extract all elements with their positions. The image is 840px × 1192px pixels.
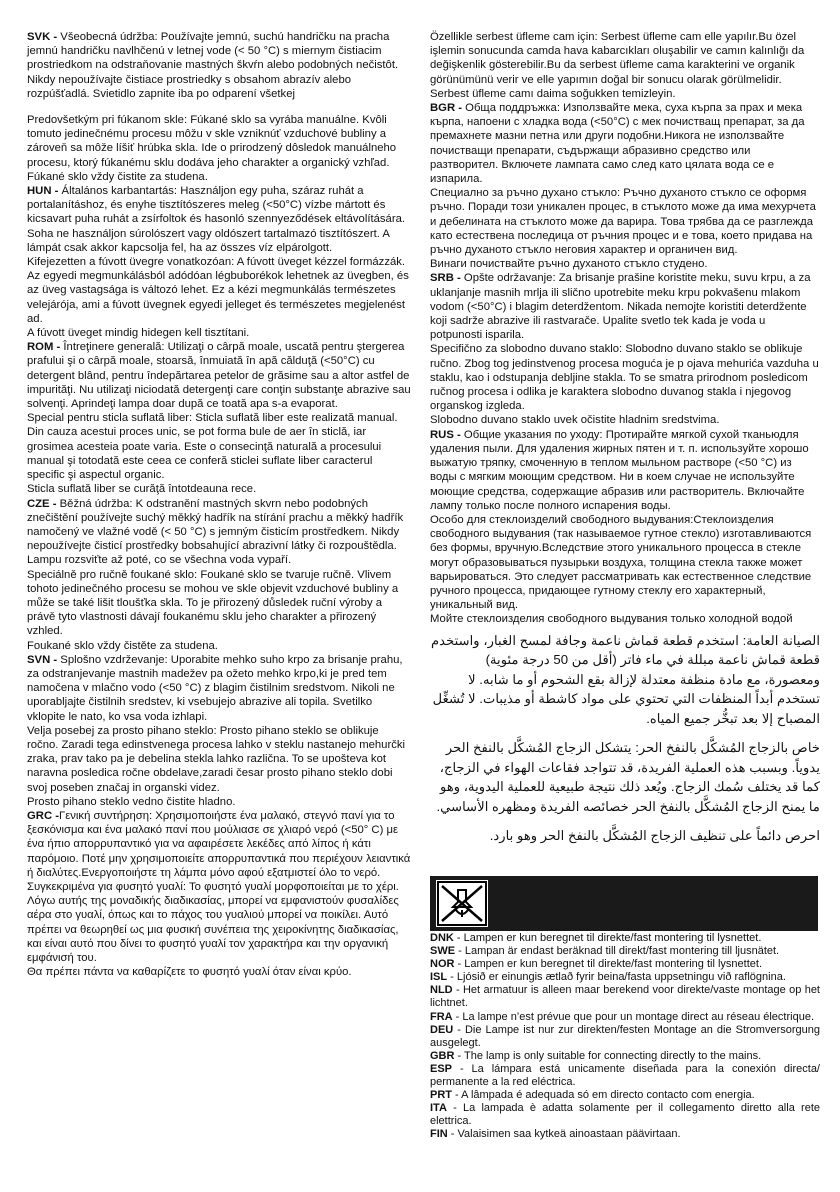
paragraph-text: Γενική συντήρηση: Χρησιμοποιήστε ένα μαλακό, στεγνό πανί για το ξεσκόνισμα και ένα μαλακό πανί που μούλιασε σε χλιαρό νερό (<50° C) με ένα ήπιο απορρυπαντικό για να αφαιρέσετε λεκέδες από λίπος ή κάτι παρόμοιο. Ποτέ μην χρησιμοποιείτε απορρυπαντικά που περιέχουν λειαντικά ή διαλύτες.Ενεργοποιήστε τη λάμπα μόνο αφού εξατμιστεί όλο το νερό. xyxy=(27,809,411,879)
lamp-note xyxy=(430,971,820,984)
paragraph-text: Sticla suflată liber se curăţă întotdeauna rece. xyxy=(27,483,257,496)
arabic-paragraph-general: الصيانة العامة: استخدم قطعة قماش ناعمة وجافة لمسح الغبار، واستخدم قطعة قماش ناعمة مبللة في ماء فاتر (أقل من 50 درجة مئوية) ومعصورة، مع مادة منظفة معتدلة لإزالة بقع الشحوم أو ما شابه. لا تستخدم أبداً المنظفات التي تحتوي على مواد كاشطة أو مذيبات. لا تُشغِّل المصباح إلا بعد تبخُّر جميع المياه. xyxy=(431,632,820,726)
paragraph-text: Běžná údržba: K odstranění mastných skvrn nebo podobných znečištění používejte suchý měkký hadřík na stírání prachu a měkký hadřík namočený ve vlažné vodě (< 50 °C) s jemným čisticím prostředkem. Nikdy nepoužívejte čisticí prostředky bobsahující abrazivní látky či rozpouštědla. Lampu rozsviťte až poté, co se všechna voda vypaří. xyxy=(27,497,404,567)
arabic-paragraph-blown-glass: خاص بالزجاج المُشكَّل بالنفخ الحر: يتشكل الزجاج المُشكَّل بالنفخ الحر يدوياً. وبسبب هذه العملية الفريدة، قد تتواجد فقاعات الهواء في الزجاج، كما قد يختلف سُمك الزجاج. ويُعد ذلك نتيجة طبيعية للعملية اليدوية، وهو ما يمنح الزجاج المُشكَّل بالنفخ الحر خصائصه الفريدة ومظهره الأساسي. xyxy=(436,740,820,814)
lamp-note xyxy=(430,1024,820,1050)
paragraph-text: Специално за ръчно духано стъкло: Ръчно духаното стъкло се оформя ръчно. Поради този уникален процес, в стъклото може да има мехурчета и дебелината на стъклото може да варира. Това трябва да се разглежда като естествена последица от ръчния процес и е това, което придава на ръчно духаното стъкло неговия характер и органичен вид. xyxy=(430,187,816,257)
lamp-note-text: - Lampan är endast beräknad till direkt/fast montering till ljusnätet. xyxy=(455,945,780,958)
lamp-note-text: - La lámpara está unicamente diseñada para la conexión directa/ permanente a la red eléctrica. xyxy=(430,1062,820,1089)
language-code: RUS - xyxy=(430,428,461,441)
paragraph xyxy=(27,880,411,965)
paragraph xyxy=(27,255,411,326)
language-code: ITA xyxy=(430,1102,447,1115)
paragraph xyxy=(430,612,820,626)
paragraph xyxy=(430,413,820,427)
lamp-note-text: - Die Lampe ist nur zur direkten/festen Montage an die Stromversorgung ausgelegt. xyxy=(430,1023,820,1049)
paragraph xyxy=(27,340,411,411)
language-code: ESP xyxy=(430,1062,453,1075)
lamp-note xyxy=(430,1089,820,1102)
paragraph xyxy=(430,30,820,87)
paragraph-text: Общие указания по уходу: Протирайте мягкой сухой тканьюдля удаления пыли. Для удаления жирных пятен и т. п. используйте хорошо выжатую тряпку, смоченную в теплом мыльном растворе (<50 °C) из воды с мягким моющим средством. Ни в коем случае не используйте моющие средства, содержащие абразив или растворитель. Включайте лампу только после полного испарения воды. xyxy=(430,428,809,512)
paragraph xyxy=(27,482,411,496)
language-code: PRT xyxy=(430,1089,452,1102)
lamp-note-text: - Valaisimen saa kytkeä ainoastaan päävirtaan. xyxy=(447,1128,681,1141)
paragraph-text: Velja posebej za prosto pihano steklo: Prosto pihano steklo se oblikuje ročno. Zaradi tega edinstvenega procesa lahko v steklu nastanejo mehurčki zraka, prav tako pa je debelina stekla lahko različna. To se upošteva kot naravna posledica ročne obdelave,zaradi česar prosto pihano steklo dobi svoj poseben značaj in organski videz. xyxy=(27,724,406,794)
lamp-note-text: - The lamp is only suitable for connecting directly to the mains. xyxy=(454,1049,762,1062)
lamp-note-text: - Lampen er kun beregnet til direkte/fast montering til lysnettet. xyxy=(453,932,762,944)
paragraph-text: Fúkané sklo vždy čistite za studena. xyxy=(27,170,208,183)
lamp-note xyxy=(430,1063,820,1089)
right-paragraphs xyxy=(430,30,820,627)
paragraph-text: Особо для стеклоизделий свободного выдувания:Стеклоизделия свободного выдувания (так называемое гутное стекло) изготавливаются без формы, вручную.Вследствие этого уникального процесса в стекле могут образовываться пузырьки воздуха, толщина стекла также может варьироваться. Это следует рассматривать как естественное следствие ручного процесса, придающее гутному стеклу его характерный, уникальный вид. xyxy=(430,513,812,612)
paragraph xyxy=(430,513,820,612)
language-code: FIN xyxy=(430,1128,448,1141)
paragraph xyxy=(27,965,411,979)
paragraph xyxy=(27,795,411,809)
lamp-note xyxy=(430,1128,820,1141)
paragraph xyxy=(430,428,820,513)
lamp-note xyxy=(430,945,820,958)
paragraph-text: Slobodno duvano staklo uvek očistite hladnim sredstvima. xyxy=(430,414,720,427)
paragraph xyxy=(27,113,411,170)
paragraph-text: Prosto pihano steklo vedno čistite hladno. xyxy=(27,795,236,808)
paragraph-text: Specifično za slobodno duvano staklo: Slobodno duvano staklo se oblikuje ručno. Zbog tog jedinstvenog procesa moguća je p ojava mehurića vazduha u staklu, kao i odstupanja debljine stakla. To se smatra prirodnom posledicom ručnog procesa i odlika je karaktera slobodno duvanog stakla i njegovog organskog izgleda. xyxy=(430,343,819,413)
paragraph-text: Splošno vzdrževanje: Uporabite mehko suho krpo za brisanje prahu, za odstranjevanje mastnih madežev pa ožeto mehko krpo,ki je pred tem namočena v mlačno vodo (<50 °C) z blagim čistilnim sredstvom. Nikoli ne uporabljajte čistilnih sredstev, ki vsebujejo abrazive ali topila. Svetilko vklopite le nato, ko vsa voda izhlapi. xyxy=(27,653,403,723)
right-column xyxy=(430,30,820,846)
paragraph xyxy=(27,568,411,639)
language-code: SVN - xyxy=(27,653,58,666)
warning-banner xyxy=(430,876,818,931)
language-code: HUN - xyxy=(27,185,59,198)
no-dimmer-prohibition-icon xyxy=(436,880,488,927)
lamp-note xyxy=(430,958,820,971)
lamp-connection-notes xyxy=(430,932,820,1142)
lamp-note xyxy=(430,1011,820,1024)
paragraph-text: Foukané sklo vždy čistěte za studena. xyxy=(27,639,218,652)
paragraph-text: Kifejezetten a fúvott üvegre vonatkozóan: A fúvott üveget kézzel formázzák. Az egyedi megmunkálásból adódóan légbuborékok lehetnek az üvegben, és az üveg vastagsága is változó lehet. Ez a kézi megmunkálás természetes velejárója, ami a fúvott üvegnek egyedi jelleget és természetes megjelenést ad. xyxy=(27,256,409,325)
paragraph-text: A fúvott üveget mindig hidegen kell tisztítani. xyxy=(27,327,250,340)
language-code: NLD xyxy=(430,984,453,997)
left-column xyxy=(27,30,411,979)
lamp-note-text: - Ljósið er einungis ætlað fyrir beina/fasta uppsetningu við raflögnina. xyxy=(447,971,786,984)
language-code: DEU xyxy=(430,1023,454,1036)
paragraph-text: Винаги почиствайте ръчно духаното стъкло студено. xyxy=(430,258,708,271)
paragraph xyxy=(430,342,820,413)
lamp-note-text: - A lâmpada é adequada só em directo contacto com energia. xyxy=(452,1089,755,1102)
lamp-note-text: - Lampen er kun beregnet til direkte/fast montering til lysnettet. xyxy=(454,958,762,971)
lamp-note xyxy=(430,984,820,1010)
paragraph-text: Θα πρέπει πάντα να καθαρίζετε το φυσητό γυαλί όταν είναι κρύο. xyxy=(27,966,352,979)
paragraph xyxy=(27,411,411,482)
paragraph xyxy=(27,326,411,340)
paragraph-text: Мойте стеклоизделия свободного выдувания только холодной водой xyxy=(430,613,793,626)
paragraph xyxy=(27,30,411,101)
lamp-note-text: - La lampada è adatta solamente per il collegamento diretto alla rete elettrica. xyxy=(430,1102,820,1128)
arabic-paragraph-cold-clean: احرص دائماً على تنظيف الزجاج المُشكَّل بالنفخ الحر وهو بارد. xyxy=(489,828,820,844)
arabic-section xyxy=(430,631,820,846)
lamp-note-text: - La lampe n’est prévue que pour un montage direct au réseau électrique. xyxy=(452,1010,814,1023)
paragraph xyxy=(430,257,820,271)
paragraph-text: Serbest üfleme camı daima soğukken temizleyin. xyxy=(430,87,676,100)
paragraph-text: Συγκεκριμένα για φυσητό γυαλί: Το φυσητό γυαλί μορφοποιείται με το χέρι. Λόγω αυτής της μοναδικής διαδικασίας, μπορεί να εμφανιστούν φυσαλίδες αέρα στο γυαλί, όπως και το πάχος του γυαλιού μπορεί να ποικίλει. Αυτό πρέπει να θεωρηθεί ως μια φυσική συνέπεια της χειροκίνητης διαδικασίας, και είναι αυτό που δίνει το φυσητό γυαλί τον χαρακτήρα και την οργανική εμφάνισή του. xyxy=(27,880,399,964)
language-code: FRA xyxy=(430,1010,453,1023)
paragraph xyxy=(27,724,411,795)
lamp-note xyxy=(430,1050,820,1063)
paragraph-text: Обща поддръжка: Използвайте мека, суха кърпа за прах и мека кърпа, напоени с хладка вода (<50°C) с мек почистващ препарат, за да премахнете мазни петна или други подобни.Никога не използвайте почистващи препарати, съдържащи абразивно средство или разтворител. Включете лампата само след като цялата вода се е изпарила. xyxy=(430,102,805,186)
paragraph-text: Întreţinere generală: Utilizaţi o cârpă moale, uscată pentru ştergerea prafului şi o cârpă moale, stoarsă, înmuiată în apă călduţă (<50°C) cu detergent blând, pentru îndepărtarea petelor de grăsime sau a altor astfel de impurităţi. Nu utilizaţi niciodată detergenţi care conţin substanţe abrazive sau solvenţi. Aprindeţi lampa doar după ce toată apa s-a evaporat. xyxy=(27,341,411,411)
language-code: GBR xyxy=(430,1049,455,1062)
language-code: CZE - xyxy=(27,497,57,510)
language-code: GRC - xyxy=(27,809,60,822)
paragraph xyxy=(27,809,411,880)
paragraph-text: Opšte održavanje: Za brisanje prašine koristite meku, suvu krpu, a za uklanjanje masnih mrlja ili slično upotrebite meku krpu pokvašenu mlakom vodom (<50°C) i blagim deterdžentom. Nikada nemojte koristiti deterdžente koji sadrže abrazive ili rastvarače. Upalite svetlo tek kada je voda u potpunosti isparila. xyxy=(430,272,811,342)
paragraph-text: Všeobecná údržba: Používajte jemnú, suchú handričku na pracha jemnú handričku navlhčenú v letnej vode (< 50 °C) s miernym čistiacim prostriedkom na odstraňovanie mastných škvŕn alebo podobných nečistôt. Nikdy nepoužívajte čistiace prostriedky s obsahom abrazív alebo rozpúšťadlá. Svietidlo zapnite iba po odparení všetkej xyxy=(27,31,399,100)
paragraph-text: Special pentru sticla suflată liber: Sticla suflată liber este realizată manual. Din cauza acestui proces unic, se pot forma bule de aer în sticlă, iar grosimea acesteia poate varia. Este o consecinţă naturală a procesului manual şi totodată este ceea ce conferă sticlei suflate liber caracterul specific şi aspectul organic. xyxy=(27,412,398,482)
paragraph xyxy=(27,170,411,184)
paragraph xyxy=(27,639,411,653)
paragraph xyxy=(430,186,820,257)
paragraph-text: Általános karbantartás: Használjon egy puha, száraz ruhát a portalanításhoz, és enyhe tisztítószeres meleg (<50°C) vízbe mártott és kicsavart puha ruhát a zsírfoltok és hasonló szennyeződések eltávolítására. Soha ne használjon súrolószert vagy oldószert tartalmazó tisztítószert. A lámpát csak akkor kapcsolja fel, ha az összes víz elpárolgott. xyxy=(27,185,406,254)
paragraph xyxy=(430,101,820,186)
lamp-note xyxy=(430,932,820,945)
paragraph xyxy=(27,184,411,255)
paragraph xyxy=(430,87,820,101)
lamp-note xyxy=(430,1102,820,1128)
language-code: SRB - xyxy=(430,272,461,285)
language-code: BGR - xyxy=(430,102,463,115)
paragraph-text: Predovšetkým pri fúkanom skle: Fúkané sklo sa vyrába manuálne. Kvôli tomuto jedinečnému procesu môžu v skle vzniknúť vzduchové bubliny a zároveň sa môže líšiť hrúbka skla. Ide o prirodzený dôsledok manuálneho procesu, ktorý fúkanému sklu dodáva jeho charakter a organický vzhľad. xyxy=(27,114,397,169)
paragraph xyxy=(27,653,411,724)
paragraph-text: Özellikle serbest üfleme cam için: Serbest üfleme cam elle yapılır.Bu özel işlemin sonucunda camda hava kabarcıkları oluşabilir ve camın kalınlığı da değişkenlik gösterebilir.Bu da serbest üfleme cama karakterini ve organik görünümünü verir ve elle yapımın doğal bir sonucu olarak görülmelidir. xyxy=(430,31,805,86)
language-code: ISL xyxy=(430,971,448,984)
language-code: SWE xyxy=(430,945,456,958)
lamp-note-text: - Het armatuur is alleen maar berekend voor direkte/vaste montage op het lichtnet. xyxy=(430,984,820,1010)
language-code: NOR xyxy=(430,958,455,971)
language-code: DNK xyxy=(430,932,454,944)
paragraph xyxy=(430,271,820,342)
language-code: ROM - xyxy=(27,341,61,354)
language-code: SVK - xyxy=(27,31,58,43)
paragraph-text: Speciálně pro ručně foukané sklo: Foukané sklo se tvaruje ručně. Vlivem tohoto jedinečného procesu se mohou ve skle objevit vzduchové bubliny a může se také lišit tloušťka skla. To je přirozený důsledek ruční výroby a právě tyto vlastnosti dávají foukanému sklu jeho charakter a přirozený vzhled. xyxy=(27,568,399,638)
paragraph xyxy=(27,497,411,568)
